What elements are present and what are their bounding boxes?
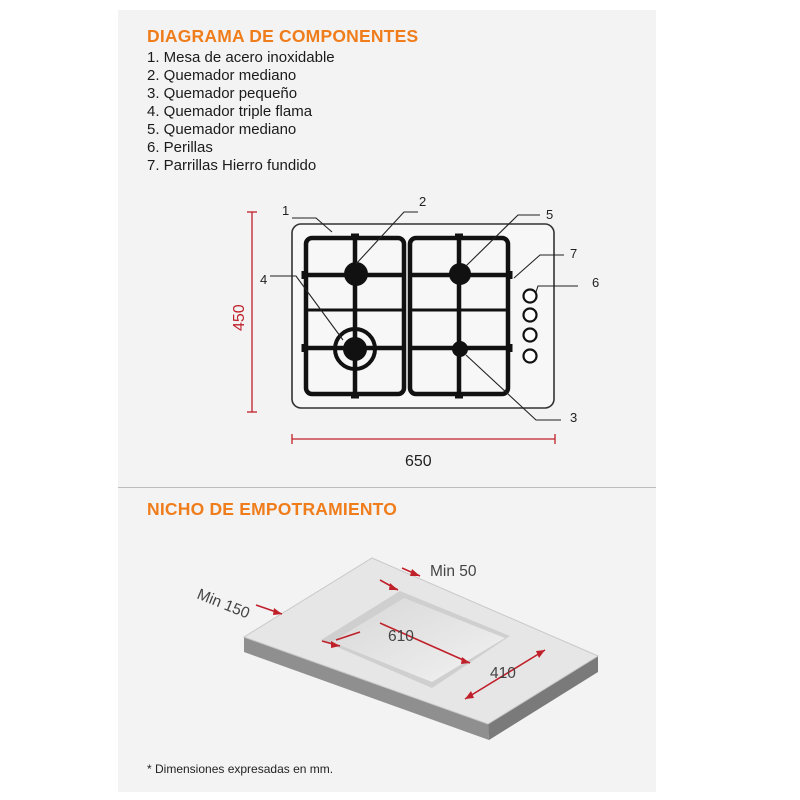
callout-3: 3 (570, 410, 578, 425)
min-50-label: Min 50 (430, 563, 477, 580)
callout-5: 5 (546, 207, 554, 222)
height-dimension-label: 450 (231, 304, 248, 331)
cut-width-label: 610 (388, 628, 414, 645)
min-150-label: Min 150 (194, 585, 253, 623)
list-item: 6. Perillas (147, 139, 213, 156)
list-item: 7. Parrillas Hierro fundido (147, 157, 317, 174)
niche-title: NICHO DE EMPOTRAMIENTO (147, 499, 398, 519)
footnote: * Dimensiones expresadas en mm. (147, 762, 334, 776)
list-item: 5. Quemador mediano (147, 121, 297, 138)
callout-1: 1 (282, 203, 290, 218)
list-item: 1. Mesa de acero inoxidable (147, 49, 335, 66)
callout-4: 4 (260, 272, 268, 287)
cut-depth-label: 410 (490, 665, 516, 682)
callout-2: 2 (419, 194, 427, 209)
width-dimension-label: 650 (405, 453, 432, 470)
list-item: 2. Quemador mediano (147, 67, 297, 84)
callout-7: 7 (570, 246, 578, 261)
callout-6: 6 (592, 275, 600, 290)
components-title: DIAGRAMA DE COMPONENTES (147, 26, 419, 46)
list-item: 4. Quemador triple flama (147, 103, 313, 120)
list-item: 3. Quemador pequeño (147, 85, 298, 102)
